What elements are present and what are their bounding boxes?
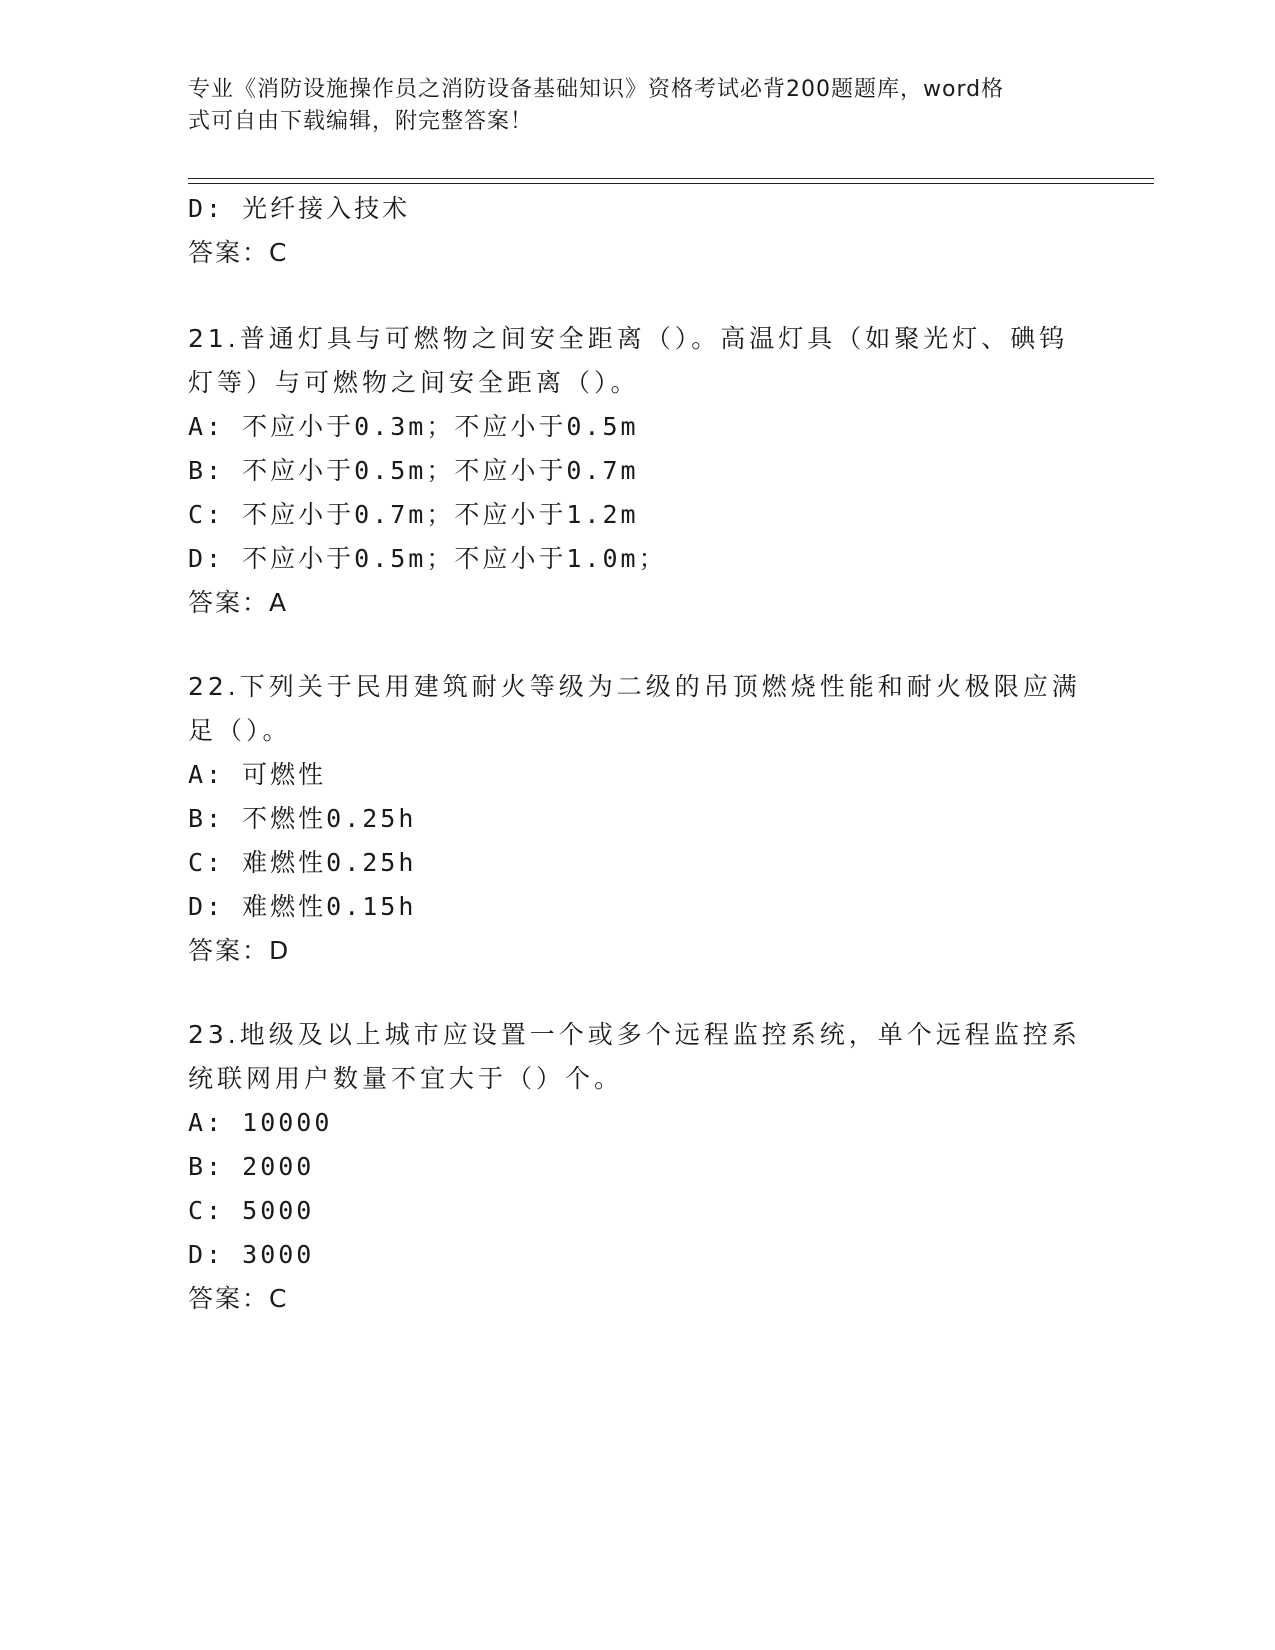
question-stem-line-2: 统联网用户数量不宜大于（）个。 [188, 1064, 624, 1093]
option-b: B: 不燃性0.25h [188, 804, 417, 833]
option-d: D: 难燃性0.15h [188, 892, 417, 921]
option-c: C: 5000 [188, 1196, 315, 1225]
question-stem-line-1: 21.普通灯具与可燃物之间安全距离（）。高温灯具（如聚光灯、碘钨 [188, 324, 1069, 353]
question-stem-line-2: 灯等）与可燃物之间安全距离（）。 [188, 368, 640, 397]
header-divider-top [188, 178, 1154, 179]
title-line-2: 式可自由下载编辑，附完整答案！ [188, 109, 534, 134]
previous-answer: 答案：C [188, 238, 289, 267]
previous-option-d: D: 光纤接入技术 [188, 194, 411, 223]
question-stem-line-2: 足（）。 [188, 716, 292, 745]
option-c: C: 难燃性0.25h [188, 848, 417, 877]
header-divider-bottom [188, 183, 1154, 184]
option-b: B: 2000 [188, 1152, 315, 1181]
option-c: C: 不应小于0.7m；不应小于1.2m [188, 500, 639, 529]
option-d: D: 3000 [188, 1240, 315, 1269]
title-line-1: 专业《消防设施操作员之消防设备基础知识》资格考试必背200题题库，word格 [188, 77, 1005, 102]
question-stem-line-1: 23.地级及以上城市应设置一个或多个远程监控系统，单个远程监控系 [188, 1020, 1081, 1049]
question-stem-line-1: 22.下列关于民用建筑耐火等级为二级的吊顶燃烧性能和耐火极限应满 [188, 672, 1081, 701]
answer: 答案：C [188, 1284, 289, 1313]
option-a: A: 可燃性 [188, 760, 327, 789]
option-b: B: 不应小于0.5m；不应小于0.7m [188, 456, 639, 485]
document-title [188, 74, 1068, 138]
option-d: D: 不应小于0.5m；不应小于1.0m； [188, 544, 667, 573]
answer: 答案：A [188, 588, 289, 617]
answer: 答案：D [188, 936, 291, 965]
option-a: A: 10000 [188, 1108, 333, 1137]
option-a: A: 不应小于0.3m；不应小于0.5m [188, 412, 639, 441]
